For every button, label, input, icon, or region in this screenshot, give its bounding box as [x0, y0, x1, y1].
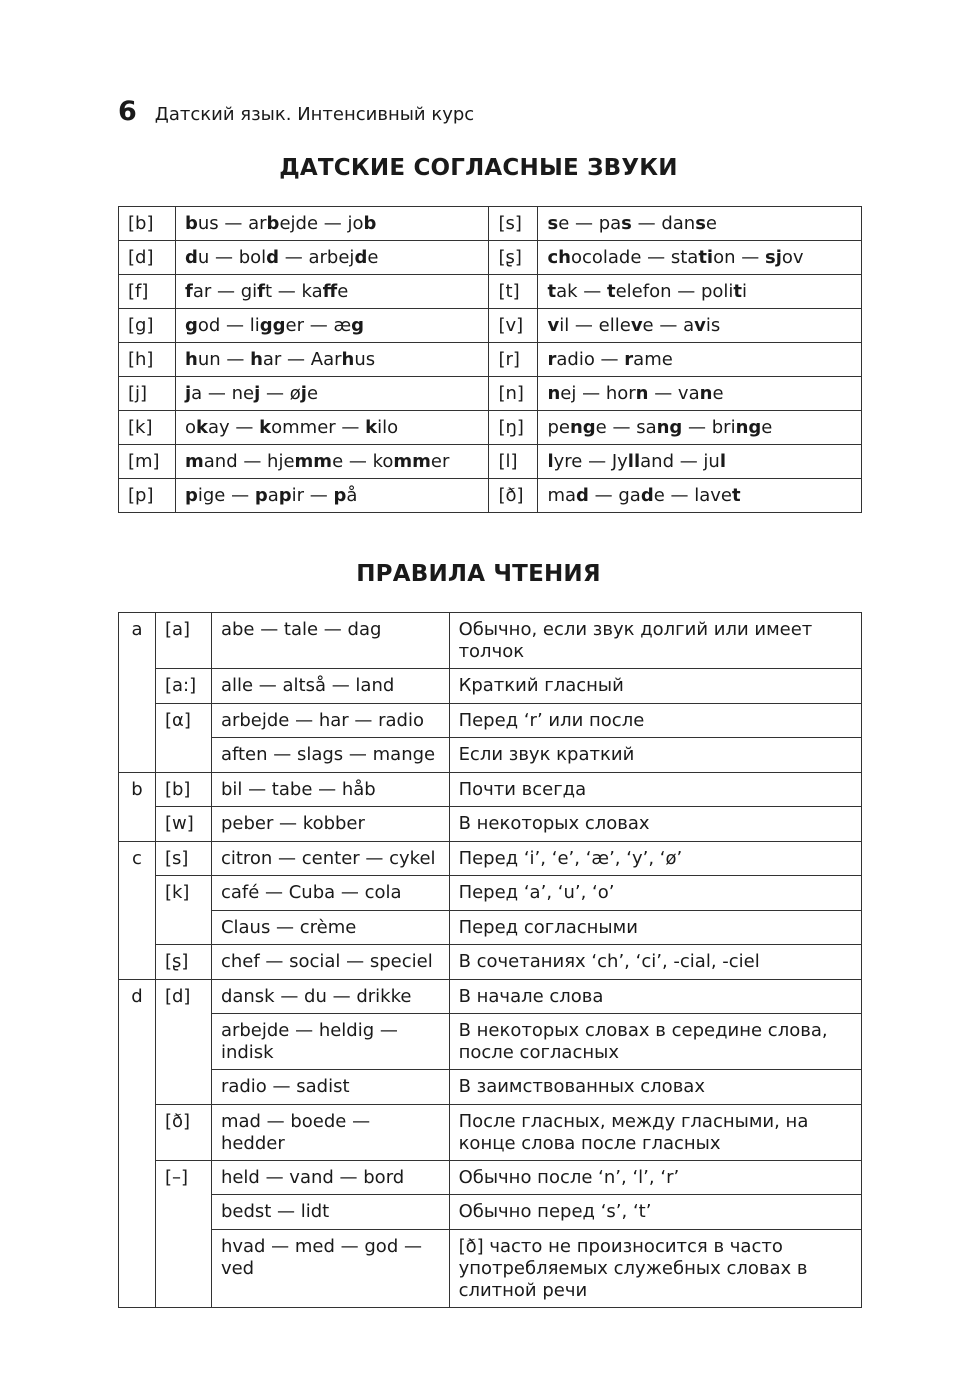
phoneme-cell: [s] — [489, 207, 538, 241]
consonant-row — [119, 275, 862, 309]
example-cell: bedst — lidt — [211, 1195, 449, 1230]
consonant-row — [119, 207, 862, 241]
phoneme-cell: [ʂ] — [155, 945, 211, 980]
letter-cell: a — [119, 613, 156, 773]
example-cell: hvad — med — god — ved — [211, 1229, 449, 1307]
consonant-row — [119, 377, 862, 411]
example-cell: bus — arbejde — job — [175, 207, 489, 241]
phoneme-cell: [g] — [119, 309, 176, 343]
rule-cell: В некоторых словах в середине слова, после согласных — [449, 1014, 861, 1070]
running-title: Датский язык. Интенсивный курс — [154, 104, 475, 125]
reading-rules-table — [118, 612, 862, 1308]
phoneme-cell: [ð] — [155, 1104, 211, 1160]
phoneme-cell: [h] — [119, 343, 176, 377]
consonant-row — [119, 241, 862, 275]
rule-cell: Если звук краткий — [449, 738, 861, 773]
rule-cell: В заимствованных словах — [449, 1070, 861, 1105]
example-cell: arbejde — har — radio — [211, 703, 449, 738]
example-cell: arbejde — heldig — indisk — [211, 1014, 449, 1070]
rule-cell: [ð] часто не произносится в часто употребляемых служебных словах в слитной речи — [449, 1229, 861, 1307]
rule-cell: Краткий гласный — [449, 669, 861, 704]
rule-row — [119, 1070, 862, 1105]
rule-cell: После гласных, между гласными, на конце слова после гласных — [449, 1104, 861, 1160]
example-cell: chef — social — speciel — [211, 945, 449, 980]
example-cell: dansk — du — drikke — [211, 979, 449, 1014]
rule-cell: Перед ‘r’ или после — [449, 703, 861, 738]
example-cell: tak — telefon — politi — [538, 275, 862, 309]
phoneme-cell: [b] — [155, 772, 211, 807]
rule-row — [119, 876, 862, 911]
phoneme-cell: [f] — [119, 275, 176, 309]
consonant-row — [119, 479, 862, 513]
rule-row — [119, 910, 862, 945]
rule-cell: Обычно, если звук долгий или имеет толчок — [449, 613, 861, 669]
rule-cell: Перед согласными — [449, 910, 861, 945]
example-cell: alle — altså — land — [211, 669, 449, 704]
page-number: 6 — [118, 96, 137, 127]
letter-cell: c — [119, 841, 156, 979]
example-cell: mad — gade — lavet — [538, 479, 862, 513]
rule-row — [119, 841, 862, 876]
phoneme-cell: [a] — [155, 613, 211, 669]
rule-row — [119, 613, 862, 669]
example-cell: radio — sadist — [211, 1070, 449, 1105]
phoneme-cell: [p] — [119, 479, 176, 513]
consonants-table — [118, 206, 862, 513]
consonant-row — [119, 309, 862, 343]
rule-cell: В некоторых словах — [449, 807, 861, 842]
phoneme-cell: [r] — [489, 343, 538, 377]
consonant-row — [119, 445, 862, 479]
phoneme-cell: [l] — [489, 445, 538, 479]
phoneme-cell: [n] — [489, 377, 538, 411]
rule-row — [119, 1160, 862, 1195]
phoneme-cell: [m] — [119, 445, 176, 479]
phoneme-cell: [ʂ] — [489, 241, 538, 275]
phoneme-cell: [j] — [119, 377, 176, 411]
rule-row — [119, 807, 862, 842]
phoneme-cell: [ŋ] — [489, 411, 538, 445]
rule-row — [119, 1014, 862, 1070]
consonant-row — [119, 343, 862, 377]
rule-row — [119, 1195, 862, 1230]
rule-cell: В сочетаниях ‘ch’, ‘ci’, -cial, -ciel — [449, 945, 861, 980]
example-cell: ja — nej — øje — [175, 377, 489, 411]
example-cell: nej — horn — vane — [538, 377, 862, 411]
phoneme-cell: [v] — [489, 309, 538, 343]
phoneme-cell: [a:] — [155, 669, 211, 704]
example-cell: citron — center — cykel — [211, 841, 449, 876]
consonants-heading: ДАТСКИЕ СОГЛАСНЫЕ ЗВУКИ — [279, 155, 678, 181]
example-cell: peber — kobber — [211, 807, 449, 842]
phoneme-cell: [–] — [155, 1160, 211, 1307]
letter-cell: d — [119, 979, 156, 1307]
example-cell: vil — elleve — avis — [538, 309, 862, 343]
example-cell: held — vand — bord — [211, 1160, 449, 1195]
letter-cell: b — [119, 772, 156, 841]
example-cell: pige — papir — på — [175, 479, 489, 513]
phoneme-cell: [α] — [155, 703, 211, 772]
example-cell: lyre — Jylland — jul — [538, 445, 862, 479]
rule-cell: Перед ‘a’, ‘u’, ‘o’ — [449, 876, 861, 911]
rule-row — [119, 1104, 862, 1160]
example-cell: Claus — crème — [211, 910, 449, 945]
example-cell: café — Cuba — cola — [211, 876, 449, 911]
example-cell: bil — tabe — håb — [211, 772, 449, 807]
rule-cell: Обычно перед ‘s’, ‘t’ — [449, 1195, 861, 1230]
example-cell: du — bold — arbejde — [175, 241, 489, 275]
rule-row — [119, 979, 862, 1014]
example-cell: far — gift — kaffe — [175, 275, 489, 309]
example-cell: chocolade — station — sjov — [538, 241, 862, 275]
example-cell: mad — boede — hedder — [211, 1104, 449, 1160]
rule-row — [119, 738, 862, 773]
phoneme-cell: [b] — [119, 207, 176, 241]
rule-row — [119, 703, 862, 738]
phoneme-cell: [d] — [155, 979, 211, 1104]
example-cell: hun — har — Aarhus — [175, 343, 489, 377]
rule-row — [119, 669, 862, 704]
example-cell: abe — tale — dag — [211, 613, 449, 669]
phoneme-cell: [k] — [119, 411, 176, 445]
phoneme-cell: [w] — [155, 807, 211, 842]
example-cell: god — ligger — æg — [175, 309, 489, 343]
reading-rules-heading: ПРАВИЛА ЧТЕНИЯ — [356, 561, 601, 587]
example-cell: penge — sang — bringe — [538, 411, 862, 445]
page-header — [118, 96, 474, 127]
rule-cell: В начале слова — [449, 979, 861, 1014]
example-cell: aften — slags — mange — [211, 738, 449, 773]
phoneme-cell: [t] — [489, 275, 538, 309]
phoneme-cell: [ð] — [489, 479, 538, 513]
phoneme-cell: [d] — [119, 241, 176, 275]
rule-row — [119, 772, 862, 807]
example-cell: okay — kommer — kilo — [175, 411, 489, 445]
rule-row — [119, 1229, 862, 1307]
consonant-row — [119, 411, 862, 445]
rule-row — [119, 945, 862, 980]
phoneme-cell: [k] — [155, 876, 211, 945]
example-cell: se — pas — danse — [538, 207, 862, 241]
rule-cell: Обычно после ‘n’, ‘l’, ‘r’ — [449, 1160, 861, 1195]
rule-cell: Почти всегда — [449, 772, 861, 807]
example-cell: mand — hjemme — kommer — [175, 445, 489, 479]
phoneme-cell: [s] — [155, 841, 211, 876]
rule-cell: Перед ‘i’, ‘e’, ‘æ’, ‘y’, ‘ø’ — [449, 841, 861, 876]
example-cell: radio — rame — [538, 343, 862, 377]
